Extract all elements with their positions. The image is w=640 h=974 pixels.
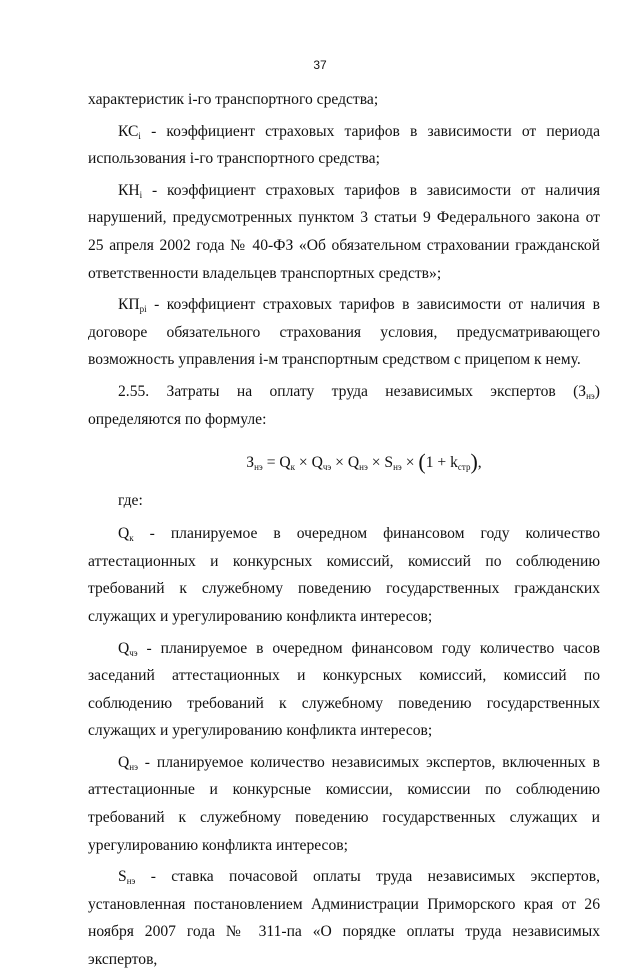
page-content [88,86,600,974]
paren-close: ) [470,449,478,475]
paren-open: ( [418,449,426,475]
where-label: где: [118,492,143,510]
symbol-kn: КН [118,181,140,199]
paragraph-qn-definition: $Q_{нэ}$ - планируемое количество независимых экспертов, включенных в аттестационные и конкурсные комиссии, комиссии по соблюдению требований к служебному поведению государственных служащих и урегулированию конфликта интересов; [88,753,600,854]
paragraph-continuation: характеристик i-го транспортного средства; [88,91,379,108]
symbol-qk: Q [118,525,130,543]
paragraph-qk-definition: $Q_к$ - планируемое в очередном финансовом году количество аттестационных и конкурсных комиссий, комиссий по соблюдению требований к служебному поведению государственных гражданских служащих и урегулированию конфликта интересов; [88,525,600,625]
symbol-ks: КС [118,122,139,140]
symbol-qn: Q [118,753,130,771]
paragraph-kp-definition: $КП_{рi}$ - коэффициент страховых тарифов в зависимости от наличия в договоре обязательного страхования условия, предусматривающего возможность управления i-м транспортным средством с прицепом к нему. [88,296,600,369]
symbol-qch: Q [118,639,130,657]
paragraph-2-55: 2.55. Затраты на оплату труда независимых экспертов $(З_{нэ})$ определяются по формуле: [88,382,600,428]
paragraph-ks-definition: $КС_i$ - коэффициент страховых тарифов в зависимости от периода использования i-го транспортного средства; [88,122,600,168]
symbol-kp: КП [118,296,140,314]
paragraph-s-definition: $S_{нэ}$ - ставка почасовой оплаты труда независимых экспертов, установленная постановлением Администрации Приморского края от 26 ноября 2007 года № 311-па «О порядке оплаты труда независимых экспертов, [88,868,600,969]
page-number: 37 [313,58,327,72]
paragraph-qch-definition: $Q_{чэ}$ - планируемое в очередном финансовом году количество часов заседаний аттестационных и конкурсных комиссий, комиссий по соблюдению требований к служебному поведению государственных служащих и урегулированию конфликта интересов; [88,639,600,740]
formula: $З_{нэ} = Q_к \times Q_{чэ} \times Q_{нэ} \times S_{нэ} \times (1 + k_{стр})$, [246,449,482,475]
symbol-s: S [118,868,127,886]
paragraph-kn-definition: $КН_i$ - коэффициент страховых тарифов в зависимости от наличия нарушений, предусмотренных пунктом 3 статьи 9 Федерального закона от 25 апреля 2002 года № 40-ФЗ «Об обязательном страховании гражданской ответственности владельцев транспортных средств»; [88,181,600,282]
